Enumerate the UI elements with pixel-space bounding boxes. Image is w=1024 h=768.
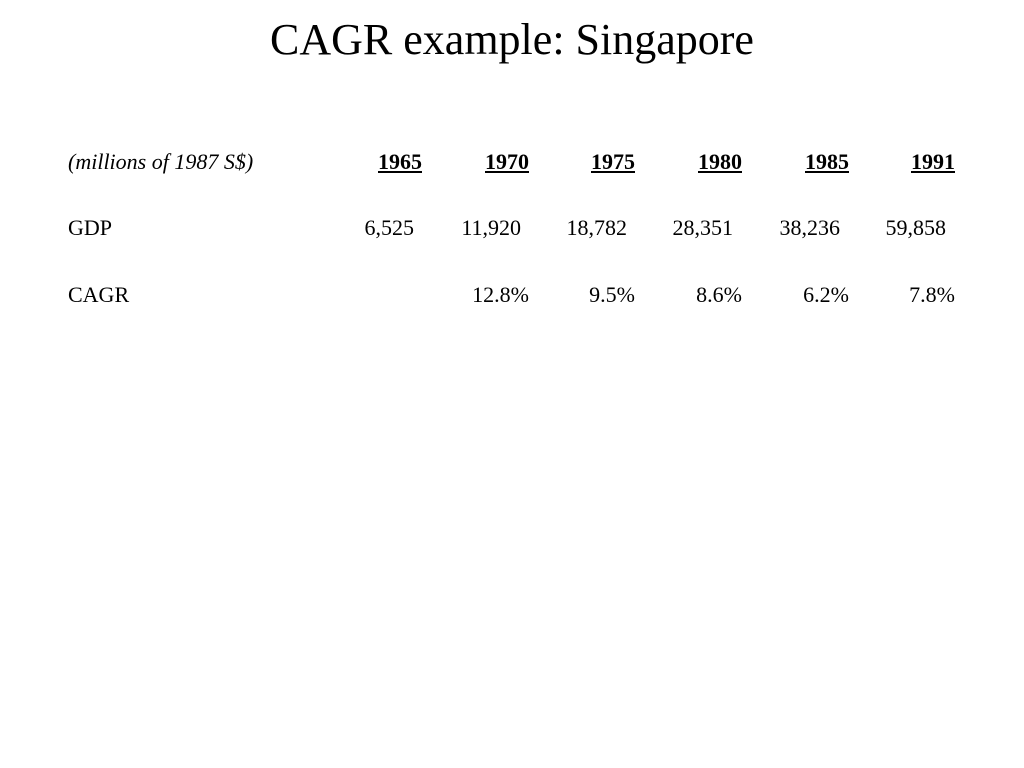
gdp-cell-1991: 59,858: [885, 215, 946, 240]
cagr-cell-1970: 12.8%: [472, 282, 529, 307]
cagr-cell-1985: 6.2%: [803, 282, 849, 307]
year-header-1975: 1975: [591, 149, 635, 174]
year-header-1970: 1970: [485, 149, 529, 174]
gdp-cell-1965: 6,525: [364, 215, 414, 240]
year-header-1965: 1965: [378, 149, 422, 174]
year-header-1991: 1991: [911, 149, 955, 174]
cagr-cell-1980: 8.6%: [696, 282, 742, 307]
gdp-cell-1975: 18,782: [566, 215, 627, 240]
year-header-1980: 1980: [698, 149, 742, 174]
year-header-1985: 1985: [805, 149, 849, 174]
row-label-cagr: CAGR: [68, 282, 130, 307]
gdp-cell-1985: 38,236: [779, 215, 840, 240]
gdp-cell-1980: 28,351: [672, 215, 733, 240]
row-label-gdp: GDP: [68, 215, 113, 240]
cagr-cell-1975: 9.5%: [589, 282, 635, 307]
units-label: (millions of 1987 S$): [68, 149, 254, 174]
gdp-cell-1970: 11,920: [461, 215, 521, 240]
cagr-cell-1991: 7.8%: [909, 282, 955, 307]
slide-title: CAGR example: Singapore: [270, 15, 754, 64]
